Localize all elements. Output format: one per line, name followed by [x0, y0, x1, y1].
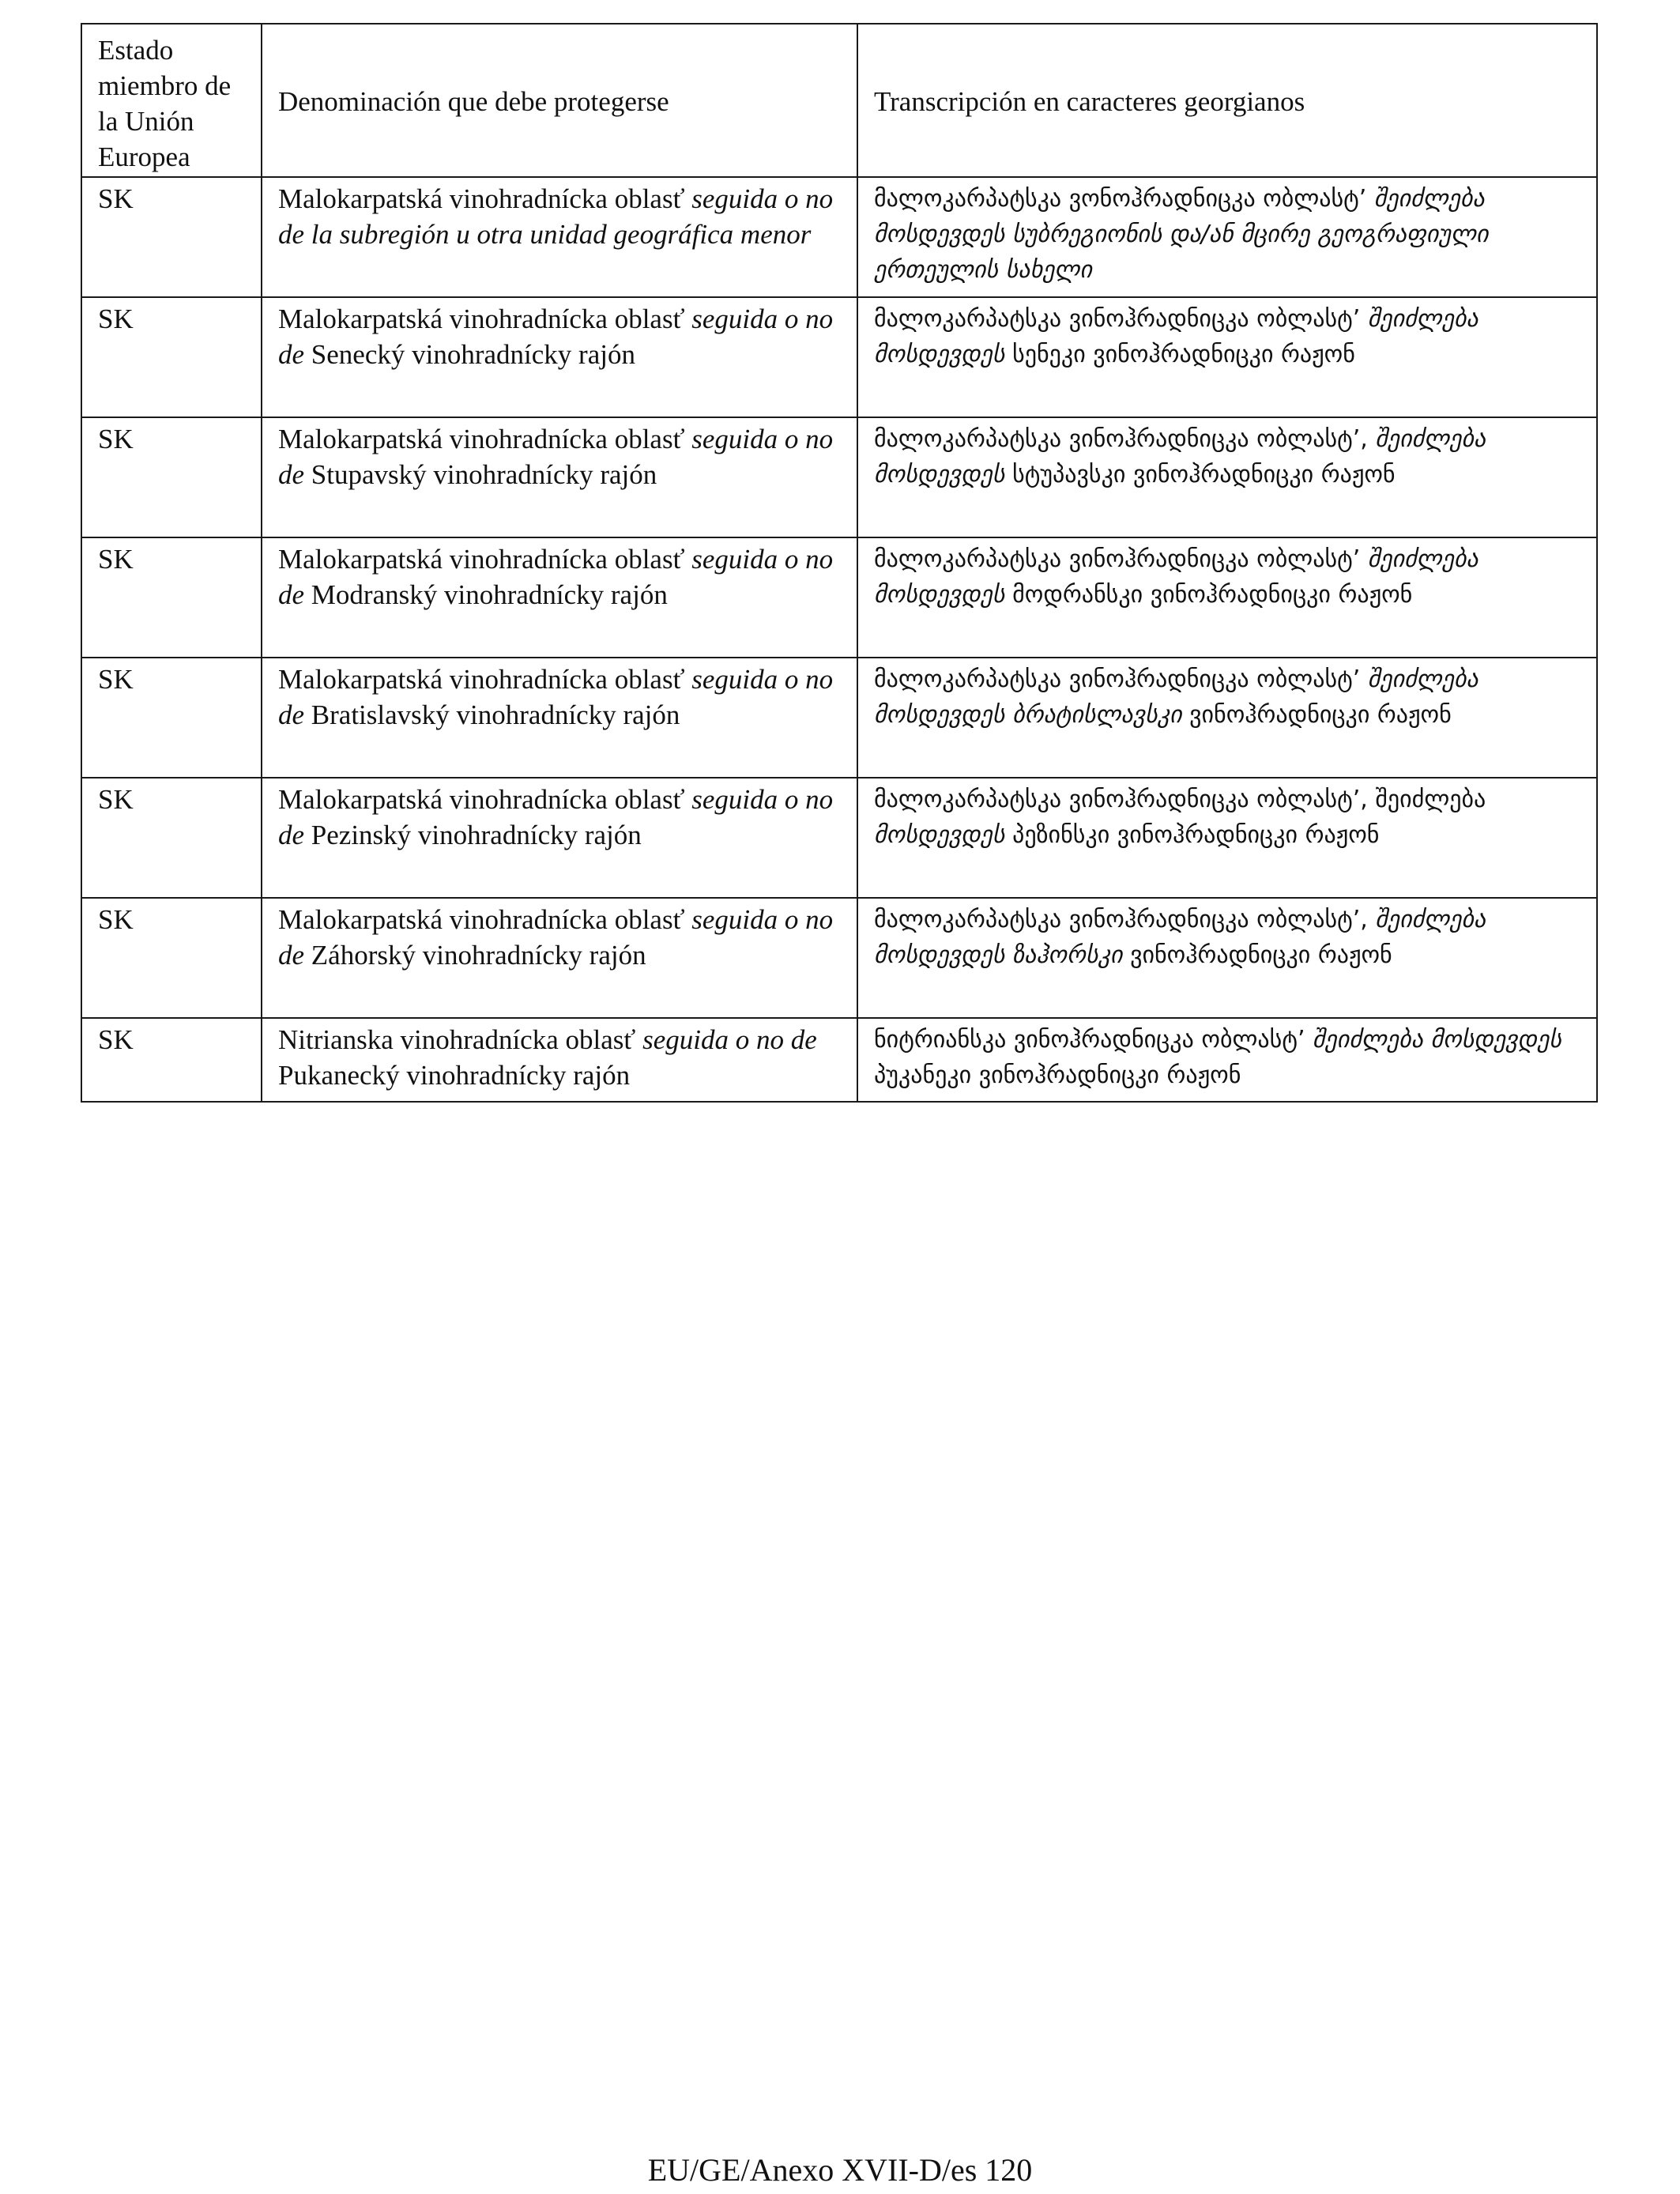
georgian-transcription-cell [857, 898, 1597, 1018]
denomination-cell [262, 898, 857, 1018]
georgian-name: ნიტრიანსკა ვინოჰრადნიცკა ობლასტ’ [874, 1026, 1305, 1054]
table-row [81, 177, 1597, 297]
denomination-name: Malokarpatská vinohradnícka oblasť [278, 183, 685, 214]
georgian-subregion: სენეკი ვინოჰრადნიცკი რაჟონ [1012, 341, 1355, 368]
table-row [81, 1018, 1597, 1102]
georgian-qualifier: მოსდევდეს [874, 821, 1005, 849]
member-state-cell: SK [81, 537, 262, 658]
table-body [81, 177, 1597, 1102]
georgian-qualifier: შეიძლება მოსდევდეს სუბრეგიონის და/ან მცირე გეოგრაფიული ერთეულის სახელი [874, 185, 1489, 284]
denomination-subregion: Senecký vinohradnícky rajón [311, 339, 635, 370]
denomination-qualifier: seguida o no de [278, 544, 834, 610]
table-row [81, 297, 1597, 417]
georgian-transcription-cell [857, 778, 1597, 898]
table-row [81, 898, 1597, 1018]
denomination-subregion: Stupavský vinohradnícky rajón [311, 459, 657, 490]
denomination-cell [262, 537, 857, 658]
georgian-name: მალოკარპატსკა ვინოჰრადნიცკა ობლასტ’, შეიძლება [874, 786, 1486, 813]
georgian-qualifier: შეიძლება მოსდევდეს [874, 545, 1478, 609]
member-state-cell: SK [81, 177, 262, 297]
denomination-qualifier: seguida o no de [278, 784, 834, 850]
georgian-qualifier: შეიძლება მოსდევდეს ზაჰორსკი [874, 906, 1486, 969]
member-state-cell: SK [81, 658, 262, 778]
denomination-subregion: Pezinský vinohradnícky rajón [311, 820, 642, 850]
table-row [81, 778, 1597, 898]
denomination-qualifier: seguida o no de [278, 303, 834, 370]
georgian-qualifier: შეიძლება მოსდევდეს ბრატისლავსკი [874, 665, 1478, 729]
georgian-subregion: პუკანეკი ვინოჰრადნიცკი რაჟონ [874, 1061, 1241, 1089]
denomination-name: Nitrianska vinohradnícka oblasť [278, 1024, 636, 1055]
denomination-subregion: Modranský vinohradnícky rajón [311, 579, 668, 610]
georgian-name: მალოკარპატსკა ვინოჰრადნიცკა ობლასტ’, [874, 425, 1368, 453]
member-state-cell: SK [81, 1018, 262, 1102]
denomination-qualifier: seguida o no de [278, 904, 834, 971]
geographical-indications-table [81, 23, 1598, 1103]
georgian-name: მალოკარპატსკა ვინოჰრადნიცკა ობლასტ’ [874, 305, 1361, 333]
georgian-subregion: პეზინსკი ვინოჰრადნიცკი რაჟონ [1012, 821, 1380, 849]
georgian-transcription-cell [857, 658, 1597, 778]
georgian-subregion: ვინოჰრადნიცკი რაჟონ [1130, 941, 1392, 969]
denomination-qualifier: seguida o no de [278, 664, 834, 730]
georgian-subregion: სტუპავსკი ვინოჰრადნიცკი რაჟონ [1012, 461, 1396, 488]
table-row [81, 658, 1597, 778]
georgian-qualifier: შეიძლება მოსდევდეს [874, 305, 1478, 368]
georgian-subregion: ვინოჰრადნიცკი რაჟონ [1189, 701, 1452, 729]
table-row [81, 537, 1597, 658]
georgian-transcription-cell [857, 177, 1597, 297]
page-footer: EU/GE/Anexo XVII-D/es 120 [647, 2152, 1033, 2188]
denomination-name: Malokarpatská vinohradnícka oblasť [278, 544, 685, 575]
member-state-cell: SK [81, 898, 262, 1018]
denomination-cell [262, 1018, 857, 1102]
georgian-transcription-cell [857, 1018, 1597, 1102]
georgian-name: მალოკარპატსკა ვინოჰრადნიცკა ობლასტ’ [874, 665, 1361, 693]
georgian-qualifier: შეიძლება მოსდევდეს [1313, 1026, 1561, 1054]
denomination-qualifier: seguida o no de [278, 424, 834, 490]
table-header-row [81, 24, 1597, 177]
denomination-subregion: Bratislavský vinohradnícky rajón [311, 699, 680, 730]
denomination-subregion: Záhorský vinohradnícky rajón [311, 940, 646, 971]
denomination-cell [262, 778, 857, 898]
header-member-state: Estado miembro de la Unión Europea [81, 24, 262, 177]
member-state-cell: SK [81, 778, 262, 898]
georgian-qualifier: შეიძლება მოსდევდეს [874, 425, 1486, 488]
georgian-transcription-cell [857, 417, 1597, 537]
denomination-name: Malokarpatská vinohradnícka oblasť [278, 784, 685, 815]
georgian-subregion: მოდრანსკი ვინოჰრადნიცკი რაჟონ [1012, 581, 1413, 609]
denomination-cell [262, 658, 857, 778]
georgian-transcription-cell [857, 297, 1597, 417]
georgian-name: მალოკარპატსკა ვონოჰრადნიცკა ობლასტ’ [874, 185, 1367, 213]
header-transcription: Transcripción en caracteres georgianos [857, 24, 1597, 177]
table-row [81, 417, 1597, 537]
georgian-name: მალოკარპატსკა ვინოჰრადნიცკა ობლასტ’ [874, 545, 1361, 573]
denomination-qualifier: seguida o no de [642, 1024, 817, 1055]
member-state-cell: SK [81, 297, 262, 417]
member-state-cell: SK [81, 417, 262, 537]
denomination-cell [262, 297, 857, 417]
denomination-qualifier: seguida o no de la subregión u otra unidad geográfica menor [278, 183, 834, 250]
denomination-cell [262, 417, 857, 537]
header-denomination: Denominación que debe protegerse [262, 24, 857, 177]
denomination-subregion: Pukanecký vinohradnícky rajón [278, 1060, 631, 1091]
denomination-name: Malokarpatská vinohradnícka oblasť [278, 303, 685, 334]
denomination-name: Malokarpatská vinohradnícka oblasť [278, 424, 685, 454]
denomination-name: Malokarpatská vinohradnícka oblasť [278, 664, 685, 695]
georgian-name: მალოკარპატსკა ვინოჰრადნიცკა ობლასტ’, [874, 906, 1368, 933]
denomination-cell [262, 177, 857, 297]
georgian-transcription-cell [857, 537, 1597, 658]
denomination-name: Malokarpatská vinohradnícka oblasť [278, 904, 685, 935]
